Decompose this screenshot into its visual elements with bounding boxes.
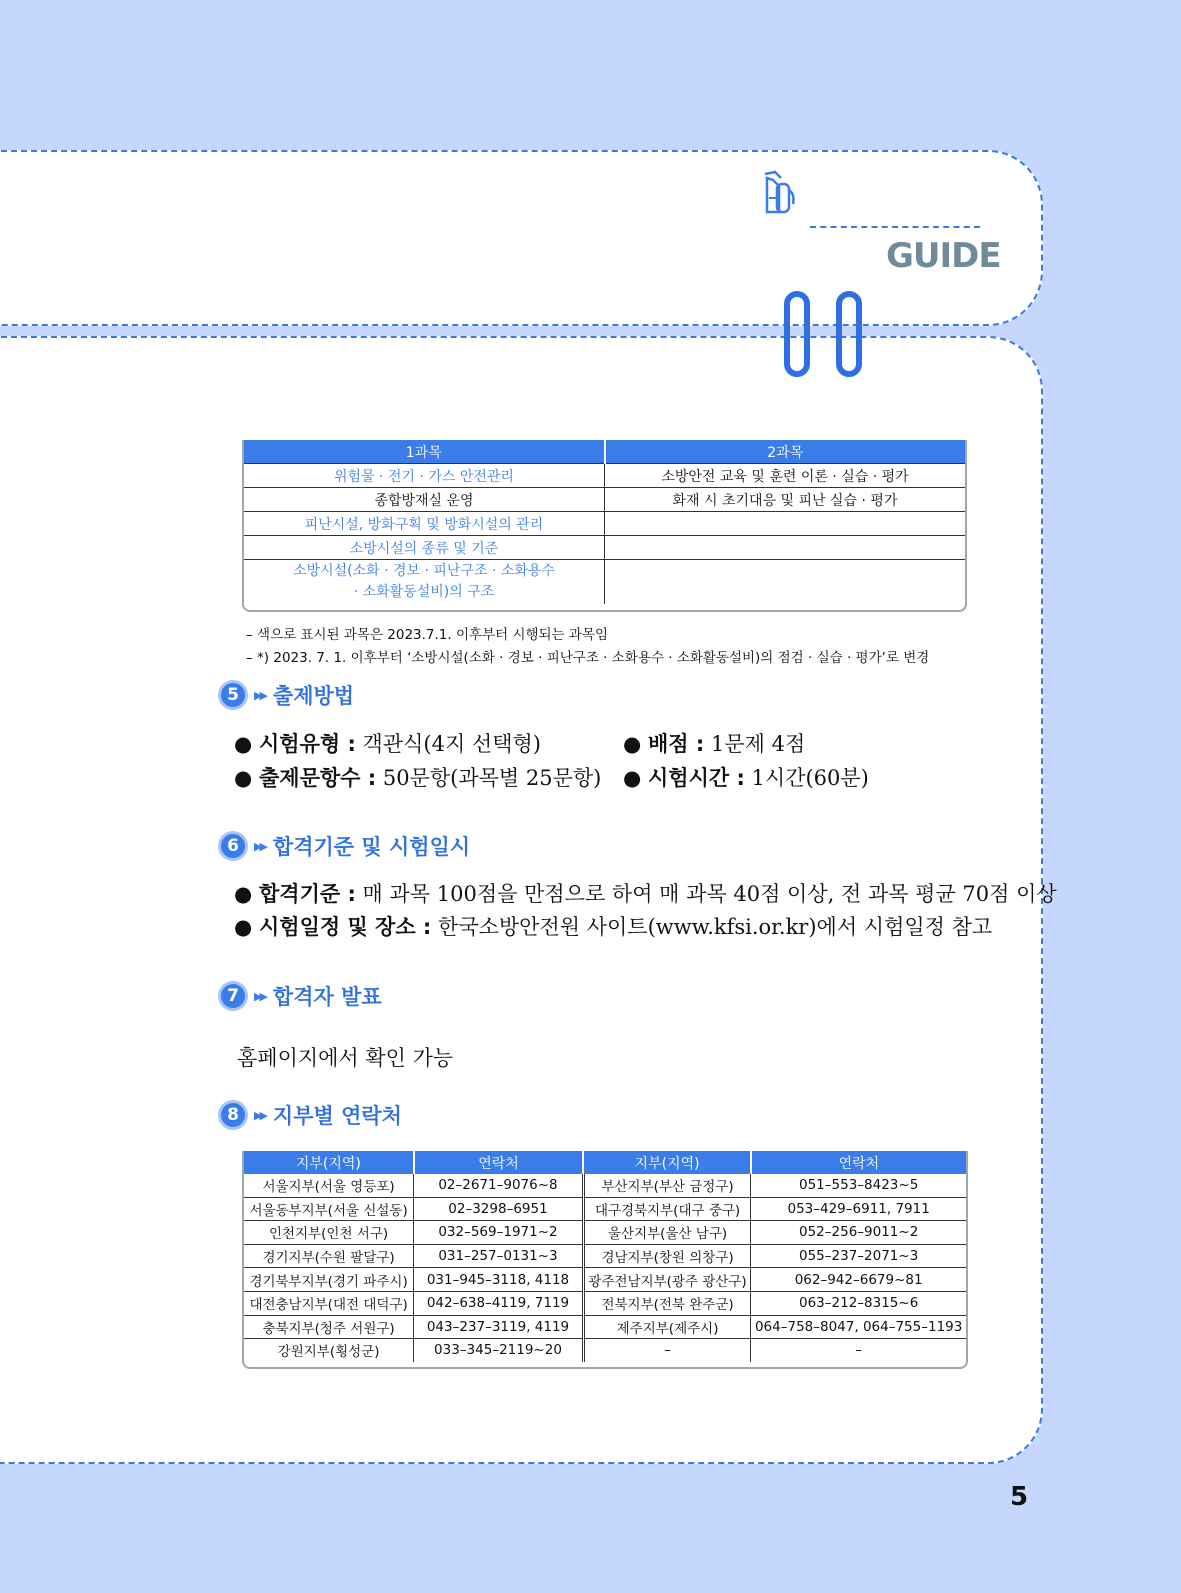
- exam-time-value: 1시간(60분): [751, 766, 869, 790]
- table-row: [244, 488, 965, 512]
- double-arrow-icon: ▶▶: [254, 688, 265, 702]
- phone-cell: 055–237–2071~3: [751, 1244, 966, 1268]
- phone-cell: 063–212–8315~6: [751, 1291, 966, 1315]
- phone-cell: 02–3298–6951: [414, 1197, 584, 1221]
- section-number-badge: 8: [218, 1100, 248, 1130]
- phone-cell: 052–256–9011~2: [751, 1221, 966, 1245]
- phone-cell: –: [855, 1342, 863, 1359]
- table-row: [244, 1291, 966, 1315]
- phone-cell: 053–429–6911, 7911: [751, 1197, 966, 1221]
- notes: [246, 624, 929, 670]
- table-row: [244, 1244, 966, 1268]
- subject-cell: [605, 512, 966, 536]
- subject-cell: 화재 시 초기대응 및 피난 실습 · 평가: [605, 488, 966, 512]
- fire-extinguisher-icon: [763, 168, 797, 220]
- phone-cell: 02–2671–9076~8: [414, 1174, 584, 1197]
- section-8-heading: [218, 1100, 402, 1130]
- branch-cell: 충북지부(청주 서원구): [244, 1315, 414, 1339]
- pass-criteria: ● 합격기준 : 매 과목 100점을 만점으로 하여 매 과목 40점 이상, 전 과목 평균 70점 이상: [234, 882, 1057, 906]
- branch-cell: 대구경북지부(대구 중구): [583, 1197, 751, 1221]
- branch-cell: 전북지부(전북 완주군): [583, 1291, 751, 1315]
- phone-cell: 043–237–3119, 4119: [414, 1315, 584, 1339]
- exam-type-label: 시험유형 :: [259, 732, 356, 756]
- table-row: [244, 1174, 966, 1197]
- page-number: 5: [1010, 1482, 1029, 1512]
- subject-cell: 소방안전 교육 및 훈련 이론 · 실습 · 평가: [605, 464, 966, 488]
- subject-cell: [605, 560, 966, 605]
- contact-header: 지부(지역): [583, 1151, 751, 1174]
- section-5-heading: [218, 680, 354, 710]
- guide-title: GUIDE: [886, 236, 1001, 276]
- question-count: ● 출제문항수 : 50문항(과목별 25문항): [234, 766, 602, 790]
- table-row: [244, 464, 965, 488]
- branch-cell: 경남지부(창원 의창구): [583, 1244, 751, 1268]
- announcement-text: 홈페이지에서 확인 가능: [237, 1046, 454, 1070]
- table-row: [244, 512, 965, 536]
- question-count-label: 출제문항수 :: [259, 766, 377, 790]
- subject-cell: 피난시설, 방화구획 및 방화시설의 관리: [244, 512, 605, 536]
- section-number-badge: 7: [218, 981, 248, 1011]
- branch-cell: –: [583, 1339, 751, 1362]
- subject-cell: 종합방재실 운영: [244, 488, 605, 512]
- exam-type-value: 객관식(4지 선택형): [362, 732, 541, 756]
- table-row: [244, 1268, 966, 1292]
- note-item: – *) 2023. 7. 1. 이후부터 ‘소방시설(소화 · 경보 · 피난구조 · 소화용수 · 소화활동설비)의 점검 · 실습 · 평가’로 변경: [246, 650, 930, 666]
- exam-type: ● 시험유형 : 객관식(4지 선택형): [234, 732, 541, 756]
- subject-cell-line1: 소방시설(소화 · 경보 · 피난구조 · 소화용수: [293, 563, 555, 579]
- table-row: [244, 1197, 966, 1221]
- section-title: 합격자 발표: [272, 985, 382, 1009]
- contact-header: 지부(지역): [244, 1151, 414, 1174]
- table-row: [244, 1221, 966, 1245]
- phone-cell: 064–758–8047, 064–755–1193: [751, 1315, 966, 1339]
- contact-header: 연락처: [414, 1151, 584, 1174]
- branch-cell: 대전충남지부(대전 대덕구): [244, 1291, 414, 1315]
- score: ● 배점 : 1문제 4점: [623, 732, 806, 756]
- subject-header-2: 2과목: [605, 440, 966, 464]
- pass-criteria-value: 매 과목 100점을 만점으로 하여 매 과목 40점 이상, 전 과목 평균 70점 이상: [362, 882, 1057, 906]
- branch-cell: 제주지부(제주시): [583, 1315, 751, 1339]
- phone-cell: 031–257–0131~3: [414, 1244, 584, 1268]
- subject-cell: [244, 560, 605, 605]
- binder-ring-icon: [783, 290, 873, 384]
- note-item: – 색으로 표시된 과목은 2023.7.1. 이후부터 시행되는 과목임: [246, 627, 609, 643]
- exam-schedule-value: 한국소방안전원 사이트(www.kfsi.or.kr)에서 시험일정 참고: [438, 915, 993, 939]
- double-arrow-icon: ▶▶: [254, 989, 265, 1003]
- question-count-value: 50문항(과목별 25문항): [382, 766, 602, 790]
- score-label: 배점 :: [648, 732, 705, 756]
- branch-cell: 서울지부(서울 영등포): [244, 1174, 414, 1197]
- section-title: 출제방법: [272, 684, 355, 708]
- section-number-badge: 5: [218, 680, 248, 710]
- table-row: [244, 560, 965, 605]
- branch-cell: 인천지부(인천 서구): [244, 1221, 414, 1245]
- phone-cell: 032–569–1971~2: [414, 1221, 584, 1245]
- exam-time: ● 시험시간 : 1시간(60분): [623, 766, 869, 790]
- branch-cell: 부산지부(부산 금정구): [583, 1174, 751, 1197]
- branch-cell: 서울동부지부(서울 신설동): [244, 1197, 414, 1221]
- phone-cell: 051–553–8423~5: [751, 1174, 966, 1197]
- exam-schedule: ● 시험일정 및 장소 : 한국소방안전원 사이트(www.kfsi.or.kr)에서 시험일정 참고: [234, 915, 993, 939]
- subject-cell: 소방시설의 종류 및 기준: [244, 536, 605, 560]
- branch-cell: 경기지부(수원 팔달구): [244, 1244, 414, 1268]
- subject-header-1: 1과목: [244, 440, 605, 464]
- phone-cell: 042–638–4119, 7119: [414, 1291, 584, 1315]
- double-arrow-icon: ▶▶: [254, 839, 265, 853]
- phone-cell: 031–945–3118, 4118: [414, 1268, 584, 1292]
- branch-cell: 경기북부지부(경기 파주시): [244, 1268, 414, 1292]
- branch-cell: 강원지부(횡성군): [244, 1339, 414, 1362]
- section-6-heading: [218, 831, 470, 861]
- guide-divider: [810, 226, 980, 228]
- pass-criteria-label: 합격기준 :: [259, 882, 356, 906]
- contact-table: [242, 1151, 968, 1369]
- section-title: 지부별 연락처: [272, 1104, 402, 1128]
- contact-header: 연락처: [751, 1151, 966, 1174]
- subject-cell: 위험물 · 전기 · 가스 안전관리: [244, 464, 605, 488]
- phone-cell: 033–345–2119~20: [414, 1339, 584, 1362]
- subject-table: [242, 440, 967, 612]
- table-row: [244, 1339, 966, 1362]
- double-arrow-icon: ▶▶: [254, 1108, 265, 1122]
- score-value: 1문제 4점: [710, 732, 806, 756]
- exam-schedule-label: 시험일정 및 장소 :: [259, 915, 432, 939]
- branch-cell: 광주전남지부(광주 광산구): [583, 1268, 751, 1292]
- subject-cell-line2: · 소화활동설비)의 구조: [353, 584, 495, 600]
- table-row: [244, 1315, 966, 1339]
- section-title: 합격기준 및 시험일시: [272, 835, 471, 859]
- phone-cell: 062–942–6679~81: [751, 1268, 966, 1292]
- section-7-heading: [218, 981, 382, 1011]
- section-number-badge: 6: [218, 831, 248, 861]
- subject-cell: [605, 536, 966, 560]
- branch-cell: 울산지부(울산 남구): [583, 1221, 751, 1245]
- table-row: [244, 536, 965, 560]
- exam-time-label: 시험시간 :: [648, 766, 745, 790]
